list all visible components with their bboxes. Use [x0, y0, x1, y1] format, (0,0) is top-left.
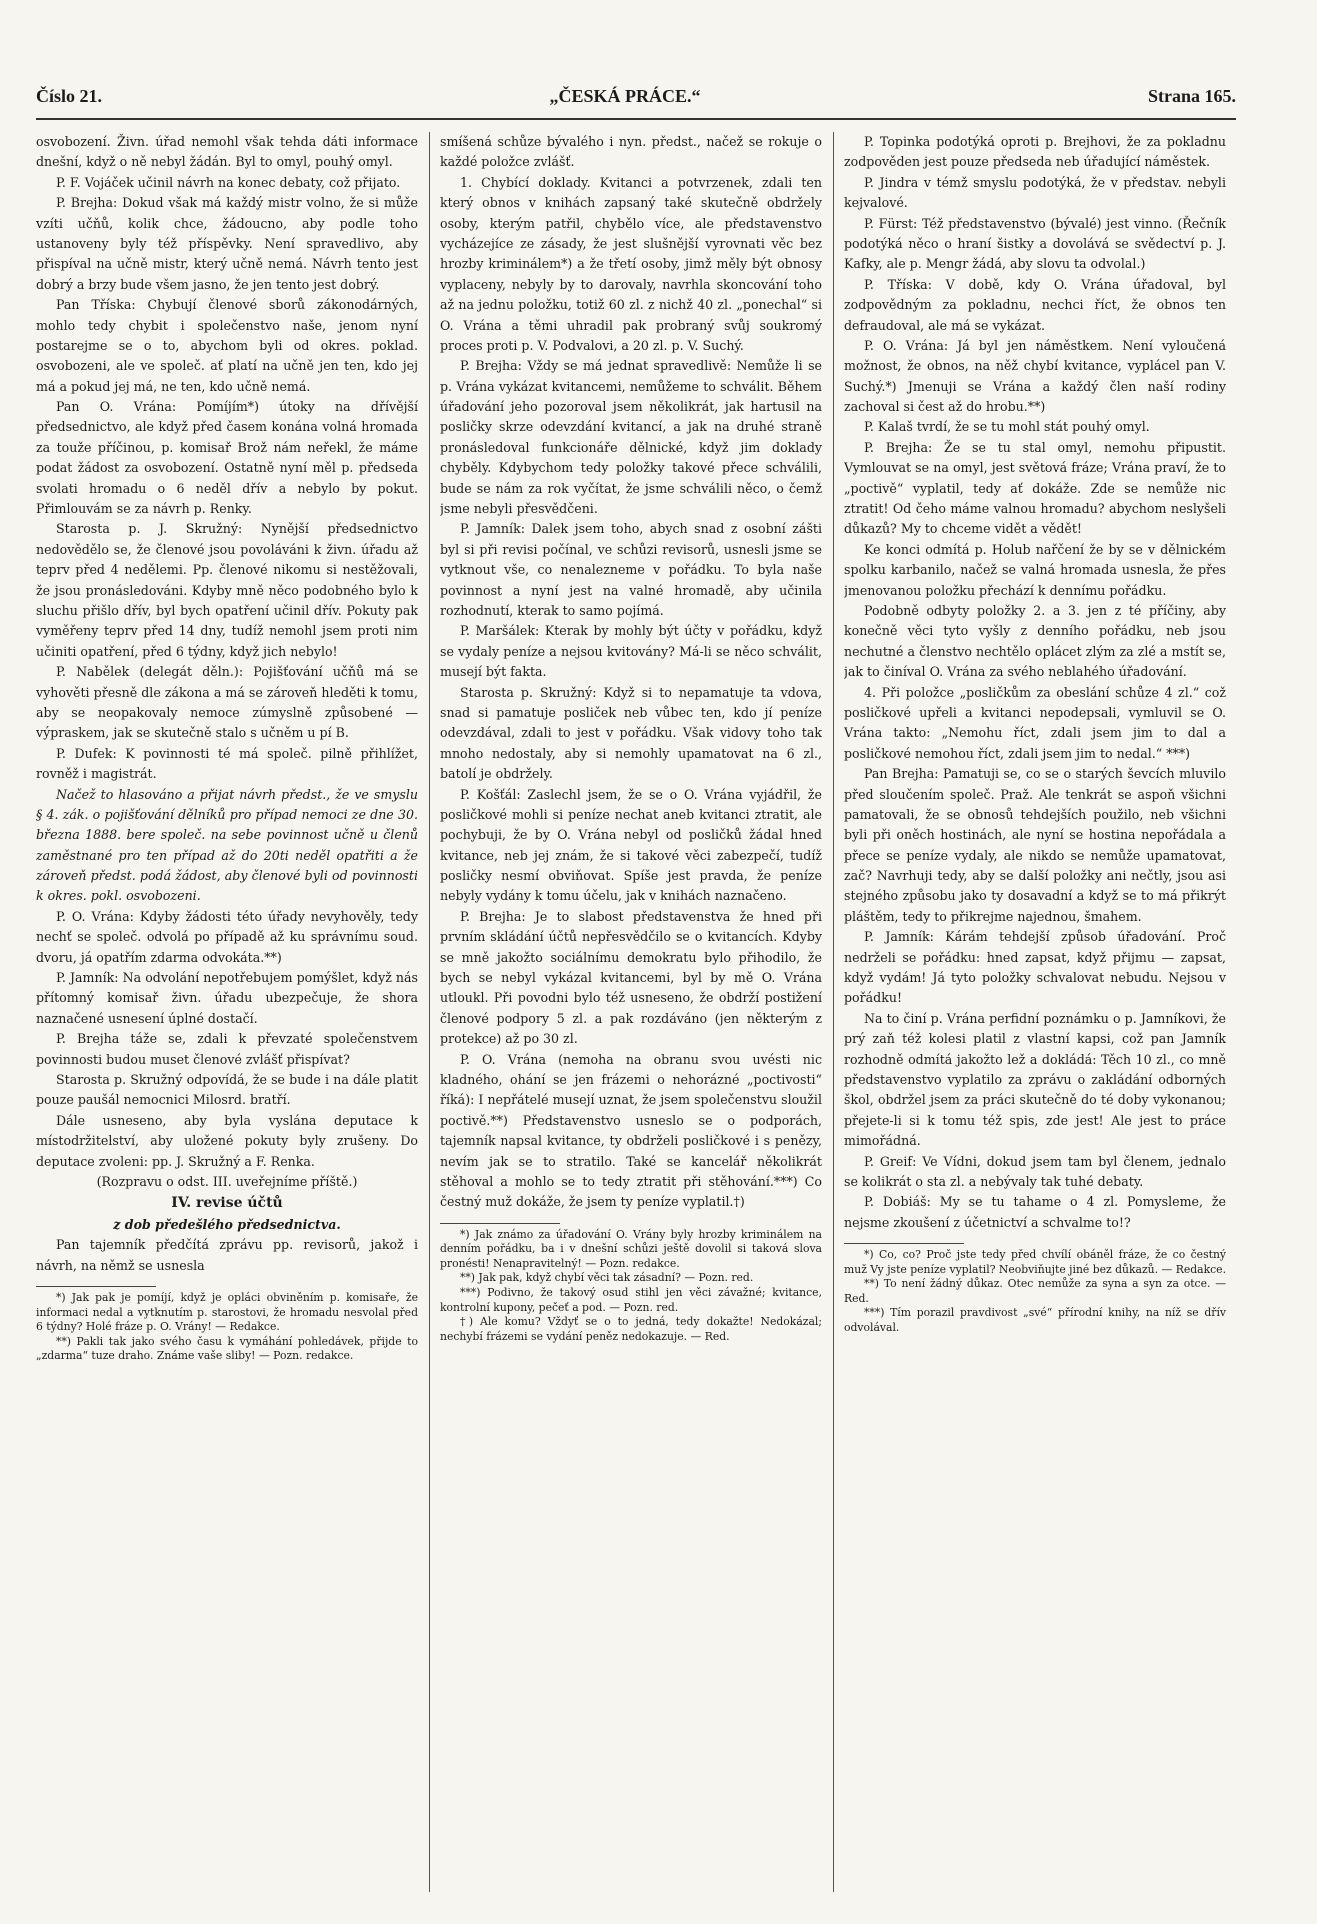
- paragraph: P. Košťál: Zaslechl jsem, že se o O. Vrána vyjádřil, že posličkové mohli si peníze nechat aneb kvitanci ztratit, ale pochybuji, že by O. Vrána nebyl od posličků žádal hned kvitance, neb jej znám, že si takové věci zabezpečí, tudíž posličky nesmí obviňovat. Spíše jest pravda, že peníze nebyly vydány k tomu účelu, jak v knihách naznačeno.: [440, 786, 822, 904]
- paragraph: P. Maršálek: Kterak by mohly být účty v pořádku, když se vydaly peníze a nejsou kvitovány? Má-li se něco schválit, musejí být fakta.: [440, 623, 822, 680]
- paragraph: 4. Při položce „posličkům za obeslání schůze 4 zl.“ což posličkové upřeli a kvitanci nepodepsali, vymluvil se O. Vrána takto: „Nemohu říct, zdali jsem jim to dal a posličkové nemohou říct, zdali jsem jim to nedal.“ ***): [844, 684, 1226, 761]
- paragraph: Pan O. Vrána: Pomíjím*) útoky na dřívější předsednictvo, ale když před časem konána volná hromada za touže příčinou, p. komisař Brož nám neřekl, že máme podat žádost za osvobození. Ostatně nyní měl p. předseda svolati hromadu o 6 neděl dřív a nebylo by pokut. Přimlouvám se za návrh p. Renky.: [36, 399, 418, 517]
- footnote: **) Jak pak, když chybí věci tak zásadní? — Pozn. red.: [460, 1271, 754, 1285]
- paragraph: P. O. Vrána: Já byl jen náměstkem. Není vyloučená možnost, že obnos, na něž chybí kvitance, vyplácel pan V. Suchý.*) Jmenuji se Vrána a každý člen naší rodiny zachoval si čest až do hrobu.**): [844, 337, 1226, 415]
- column-3: [844, 132, 1226, 1902]
- paragraph: P. Jindra v témž smyslu podotýká, že v představ. nebyli kejvalové.: [844, 174, 1226, 211]
- footnote: **) Pakli tak jako svého času k vymáhání pohledávek, přijde to „zdarma“ tuze draho. Známe vaše sliby! — Pozn. redakce.: [36, 1334, 418, 1363]
- footnote: *) Jak pak je pomíjí, když je opláci obviněním p. komisaře, že informaci nedal a vytknutím p. starostovi, že hromadu nesvolal před 6 týdny? Holé fráze p. O. Vrány! — Redakce.: [36, 1291, 418, 1334]
- footnote: ***) Tím porazil pravdivost „své“ přírodní knihy, na níž se dřív odvolával.: [844, 1306, 1226, 1334]
- newspaper-title: „ČESKÁ PRÁCE.“: [549, 85, 701, 106]
- paragraph: Podobně odbyty položky 2. a 3. jen z té příčiny, aby konečně věci tyto vyšly z denního pořádku, neb jsou nechutné a členstvo nechtělo oplácet zlým za zlé a mstít se, jak to činíval O. Vrána za svého neblahého úřadování.: [844, 602, 1226, 680]
- footnote-rule: [440, 1223, 560, 1224]
- paragraph: Načež to hlasováno a přijat návrh předst., že ve smyslu § 4. zák. o pojišťování dělníků pro případ nemoci ze dne 30. března 1888. bere společ. na sebe povinnost učně u členů zaměstnané pro ten případ až do 20ti neděl opatřiti a že zároveň předst. podá žádost, aby členové byli od povinnosti k okres. pokl. osvobozeni.: [36, 786, 418, 904]
- newspaper-page: [36, 78, 1236, 1908]
- footnote: **) To není žádný důkaz. Otec nemůže za syna a syn za otce. — Red.: [844, 1277, 1226, 1305]
- paragraph: P. O. Vrána (nemoha na obranu svou uvésti nic kladného, ohání se jen frázemi o nehorázné „poctivosti“ říká): I nepřátelé musejí uznat, že jsem společenstvu sloužil poctivě.**) Představenstvo usneslo se o podporách, tajemník napsal kvitance, ty obdrželi posličkové i s penězy, nevím jak se to stratilo. Také se kancelář několikrát stěhoval a mohlo se to tedy ztratit při stěhování.***) Co čestný muž dokáže, že jsem ty peníze vyplatil.†): [440, 1051, 822, 1210]
- paragraph: smíšená schůze bývalého i nyn. předst., načež se rokuje o každé položce zvlášť.: [440, 134, 822, 170]
- footnote: †) Ale komu? Vždyť se o to jedná, tedy dokažte! Nedokázal; nechybí frázemi se vydání peněz nedokazuje. — Red.: [440, 1315, 822, 1343]
- paragraph: Pan tajemník předčítá zprávu pp. revisorů, jakož i návrh, na němž se usnesla: [36, 1237, 418, 1273]
- paragraph: (Rozpravu o odst. III. uveřejníme příště.): [96, 1173, 358, 1189]
- paragraph: P. Jamník: Na odvolání nepotřebujem pomýšlet, když nás přítomný komisař živn. úřadu ubezpečuje, že shora naznačené usnesení úplné dostačí.: [36, 970, 418, 1026]
- page-header: [36, 78, 1236, 114]
- issue-number: Číslo 21.: [36, 85, 103, 106]
- footnote: *) Co, co? Proč jste tedy před chvílí obáněl fráze, že co čestný muž Vy jste peníze vyplatil? Neobviňujte jiné bez důkazů. — Redakce.: [844, 1248, 1226, 1276]
- paragraph: Dále usneseno, aby byla vyslána deputace k místodržitelství, aby uložené pokuty byly zrušeny. Do deputace zvoleni: pp. J. Skružný a F. Renka.: [36, 1112, 418, 1169]
- paragraph: P. Brejha: Že se tu stal omyl, nemohu připustit. Vymlouvat se na omyl, jest světová fráze; Vrána praví, že to „poctivě“ vyplatil, tedy ať dokáže. Zde se nemůže nic ztratit! Od čeho máme valnou hromadu? abychom neslyšeli důkazů? My to chceme vidět a vědět!: [844, 439, 1226, 537]
- paragraph: P. Brejha: Dokud však má každý mistr volno, že si může vzíti učňů, kolik chce, žádoucno, aby podle toho ustanoveny byly též příspěvky. Není spravedlivo, aby přispíval na učně mistr, který učně nemá. Návrh tento jest dobrý a brzy bude všem jasno, že jen tento jest dobrý.: [36, 195, 418, 292]
- paragraph: P. Kalaš tvrdí, že se tu mohl stát pouhý omyl.: [864, 419, 1150, 435]
- paragraph: P. Jamník: Kárám tehdejší způsob úřadování. Proč nedrželi se pořádku: hned zapsat, když přijmu — zapsat, když vydám! Já tyto položky schvalovat nebudu. Nejsou v pořádku!: [844, 929, 1226, 1006]
- paragraph: Pan Tříska: Chybují členové sborů zákonodárných, mohlo tedy chybit i společenstvo naše, jenom nyní postarejme se o to, abychom byli od okres. poklad. osvobozeni, ale ve společ. ať platí na učně jen ten, kdo jej má a pokud jej má, ne ten, kdo učně nemá.: [36, 297, 418, 394]
- paragraph: P. Fürst: Též představenstvo (bývalé) jest vinno. (Řečník podotýká něco o hraní šistky a dovolává se svědectví p. J. Kafky, ale p. Mengr žádá, aby slovu ta odvolal.): [844, 215, 1226, 272]
- paragraph: Pan Brejha: Pamatuji se, co se o starých ševcích mluvilo před sloučením společ. Praž. Ale tenkrát se aspoň všichni pamatovali, že se obnosů tehdejších použilo, neb všichni byli při oněch hostinách, ale nyní se hostina nepořádala a přece se peníze vydaly, ale nikdo se nemůže upamatovat, zač? Navrhuji tedy, aby se další položky ani nečtly, jsou asi stejného způsobu jako ty dosavadní a když se to má přikrýt pláštěm, tedy to přikrejme najednou, šmahem.: [844, 766, 1226, 924]
- paragraph: Starosta p. Skružný odpovídá, že se bude i na dále platit pouze paušál nemocnici Milosrd. bratří.: [36, 1071, 418, 1108]
- footnote-rule: [844, 1243, 964, 1244]
- paragraph: P. Nabělek (delegát děln.): Pojišťování učňů má se vyhověti přesně dle zákona a má se zároveň hleděti k tomu, aby se neopakovaly nemoce zúmyslně způsobené — výpraskem, jak se skutečně stalo s učněm u pí B.: [36, 664, 418, 741]
- column-divider: [833, 132, 834, 1892]
- footnote-rule: [36, 1286, 156, 1287]
- paragraph: P. Dufek: K povinnosti té má společ. pilně přihlížet, rovněž i magistrát.: [36, 745, 418, 782]
- paragraph: P. Dobiáš: My se tu tahame o 4 zl. Pomysleme, že nejsme zkoušení z účetnictví a schvalme to!?: [844, 1194, 1226, 1230]
- header-rule: [36, 118, 1236, 120]
- column-2: [440, 132, 822, 1902]
- paragraph: P. Greif: Ve Vídni, dokud jsem tam byl členem, jednalo se kolikrát o sta zl. a nebývaly tak tuhé debaty.: [844, 1153, 1226, 1189]
- paragraph: Starosta p. Skružný: Když si to nepamatuje ta vdova, snad si pamatuje posliček neb vůbec ten, kdo jí peníze odevzdával, zdali to jest v pořádku. Však vidovy toho tak mnoho nedostaly, aby si nemohly upamatovat na 6 zl., batolí je obdržely.: [440, 684, 822, 782]
- paragraph: 1. Chybící doklady. Kvitanci a potvrzenek, zdali ten který obnos v knihách zapsaný také skutečně obdržely osoby, kterým patřil, chybělo více, ale představenstvo vycházejíce ze zásady, že jest slušnější vyrovnati věc bez hrozby kriminálem*) a že třetí osoby, jimž měly být obnosy vyplaceny, nebyly by to darovaly, navrhla skoncování toho až na jednu položku, totiž 60 zl. z nichž 40 zl. „ponechal“ si O. Vrána a těmi uhradil pak probraný svůj soukromý proces proti p. V. Podvalovi, a 20 zl. p. V. Suchý.: [440, 174, 822, 353]
- section-heading: IV. revise účtů: [171, 1195, 283, 1212]
- paragraph: Na to činí p. Vrána perfidní poznámku o p. Jamníkovi, že prý zaň též kolesi platil z vlastní kapsi, což pan Jamník rozhodně odmítá jakožto lež a dokládá: Těch 10 zl., co mně představenstvo vyplatilo za zprávu o zakládání odborných škol, obdržel jsem za práci skutečně do té doby vykonanou; přejete-li si k tomu též spis, zde jest! Ale jest to práce mimořádná.: [844, 1010, 1226, 1149]
- paragraph: Ke konci odmítá p. Holub nařčení že by se v dělnickém spolku karbanilo, načež se valná hromada usnesla, že přes jmenovanou položku přechází k dennímu pořádku.: [844, 541, 1226, 598]
- paragraph: P. O. Vrána: Kdyby žádosti této úřady nevyhověly, tedy nechť se společ. odvolá po případě až ku správnímu soud. dvoru, já opatřím zdarma odvokáta.**): [36, 908, 418, 965]
- paragraph: P. F. Vojáček učinil návrh na konec debaty, což přijato.: [56, 174, 401, 190]
- paragraph: P. Tříska: V době, kdy O. Vrána úřadoval, byl zodpovědným za pokladnu, nechci říct, že obnos ten defraudoval, ale má se vykázat.: [844, 276, 1226, 333]
- paragraph: P. Jamník: Dalek jsem toho, abych snad z osobní zášti byl si při revisi počínal, ve schůzi revisorů, usnesli jsme se vytknout vše, co nenalezneme v pořádku. To byla naše povinnost a nyní jest na valné hromadě, aby učinila rozhodnutí, kterak to samo pojímá.: [440, 521, 822, 618]
- footnote: ***) Podivno, že takový osud stihl jen věci závažné; kvitance, kontrolní kupony, pečeť a pod. — Pozn. red.: [440, 1285, 822, 1314]
- paragraph: Starosta p. J. Skružný: Nynější předsednictvo nedovědělo se, že členové jsou povoláváni k živn. úřadu až teprv před 4 nedělemi. Pp. členové nikomu si nestěžovali, že jsou pronásledováni. Kdyby mně něco podobného bylo k sluchu přišlo dřív, byl bych opatření učinil dřív. Pokuty pak vyměřeny teprv před 14 dny, tudíž nemohl jsem proti nim učiniti opatření, před 6 týdny, když jich nebylo!: [36, 521, 418, 659]
- paragraph: P. Brejha táže se, zdali k převzaté společenstvem povinnosti budou muset členové zvlášť přispívat?: [36, 1031, 418, 1067]
- column-1: [36, 132, 418, 1902]
- paragraph: P. Topinka podotýká oproti p. Brejhovi, že za pokladnu zodpověden jest pouze předseda neb úřadující náměstek.: [844, 134, 1226, 170]
- footnote: *) Jak známo za úřadování O. Vrány byly hrozby kriminálem na denním pořádku, ba i v dnešní schůzi ještě dovolil si taková slova pronésti! Nenapravitelný! — Pozn. redakce.: [440, 1227, 822, 1270]
- section-subheading: z dob předešlého předsednictva.: [113, 1216, 341, 1232]
- paragraph: osvobození. Živn. úřad nemohl však tehda dáti informace dnešní, když o ně nebyl žádán. Byl to omyl, pouhý omyl.: [36, 134, 418, 170]
- paragraph: P. Brejha: Vždy se má jednat spravedlivě: Nemůže li se p. Vrána vykázat kvitancemi, nemůžeme to schválit. Během úřadování jeho pozoroval jsem několikrát, jak hartusil na posličky skrze odevzdání kvitancí, a jak na druhé straně pronásledoval funkcionáře dělnické, když jim doklady chyběly. Kdybychom tedy položky takové přece schválili, bude se nám za rok vyčítat, že jsme schválili něco, o čemž jsme nebyli přesvědčeni.: [440, 358, 822, 517]
- page-number: Strana 165.: [1147, 85, 1236, 106]
- column-divider: [429, 132, 430, 1892]
- paragraph: P. Brejha: Je to slabost představenstva že hned při prvním skládání účtů nepřesvědčilo se o kvitancích. Kdyby se mně jakožto sociálnímu demokratu bylo přihodilo, že bych se nebyl vykázal kvitancemi, byl by mě O. Vrána utloukl. Při povodni bylo též usneseno, že obdrží postižení členové podpory 5 zl. a pak rozdáváno (jen některým z protekce) až po 30 zl.: [440, 908, 822, 1047]
